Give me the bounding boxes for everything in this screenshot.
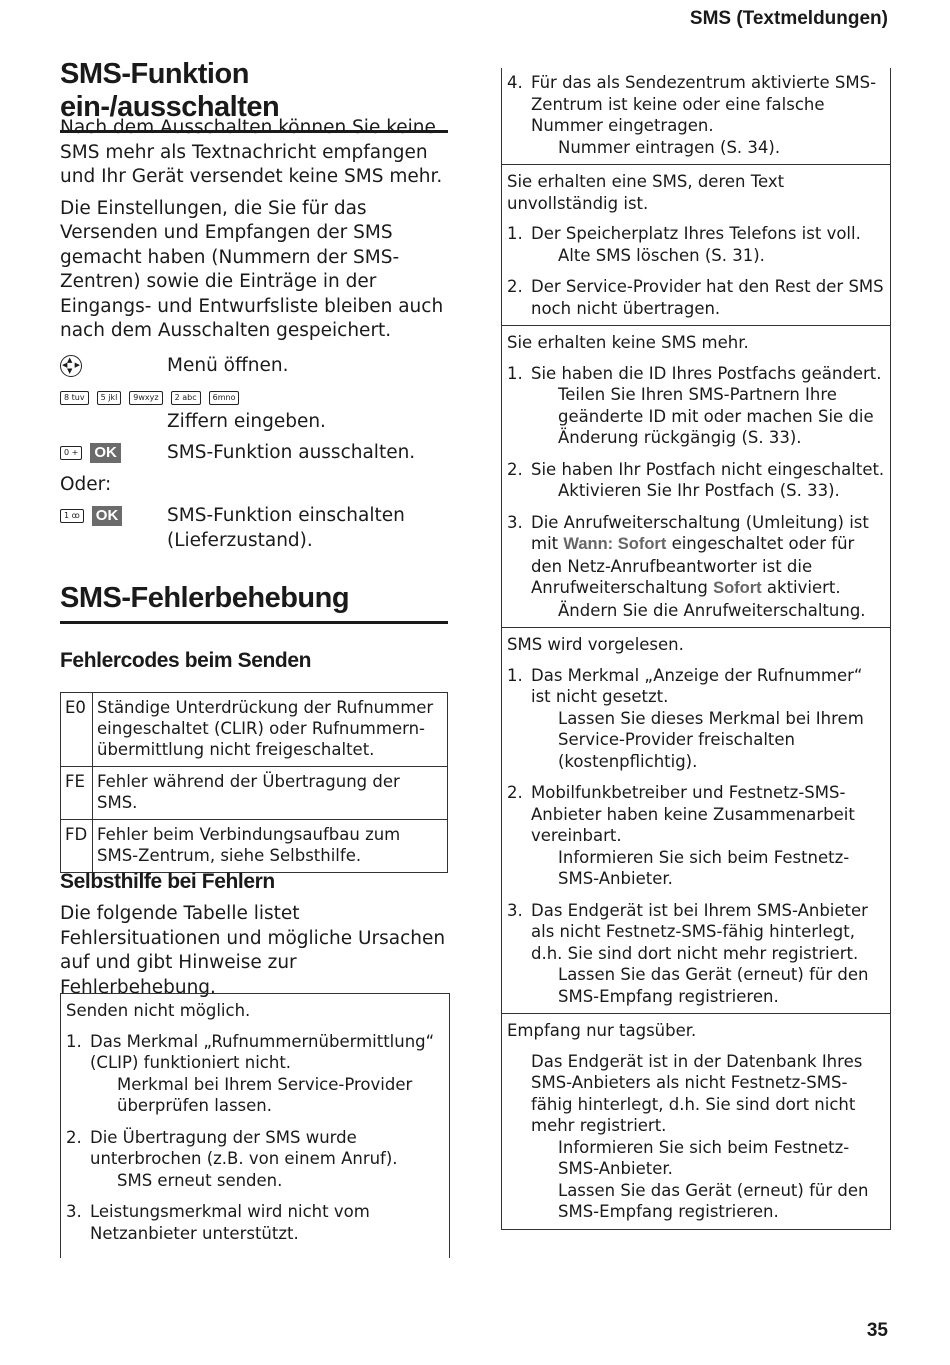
problem-title: Senden nicht möglich. xyxy=(66,1001,251,1020)
cause-text: Das Endgerät ist bei Ihrem SMS-Anbieter als nicht Festnetz-SMS-fähig hinterlegt, d.h. Sie sind dort nicht mehr registriert. xyxy=(531,900,868,963)
self-help-intro: Die folgende Tabelle listet Fehlersituationen und mögliche Ursachen auf und gibt Hinweise zur Fehlerbehebung. xyxy=(60,903,446,998)
remedy-text: Merkmal bei Ihrem Service-Provider überprüfen lassen. xyxy=(117,1074,413,1115)
cause-text xyxy=(531,512,885,600)
remedy-text: Lassen Sie dieses Merkmal bei Ihrem Service-Provider freischalten (kostenpflichtig). xyxy=(558,708,864,771)
cause-body xyxy=(531,459,885,502)
running-header: SMS (Textmeldungen) xyxy=(689,8,888,29)
error-description: Fehler während der Übertragung der SMS. xyxy=(93,767,448,820)
cause-item xyxy=(507,276,885,319)
cause-item xyxy=(66,1201,444,1244)
step-switch-off xyxy=(60,441,452,466)
cause-text: Der Speicherplatz Ihres Telefons ist voll. xyxy=(531,224,861,243)
troubleshooting-section xyxy=(61,994,449,1250)
error-codes-table xyxy=(60,692,448,873)
step-switch-on xyxy=(60,504,452,553)
key-6-icon: 6mno xyxy=(209,391,240,405)
troubleshooting-section xyxy=(502,627,890,1013)
troubleshooting-section xyxy=(502,68,890,164)
key-0-icon: 0 + xyxy=(60,446,82,460)
cause-body xyxy=(90,1127,444,1192)
step-keys xyxy=(60,504,167,553)
remedy-text: Teilen Sie Ihren SMS-Partnern Ihre geänderte ID mit oder machen Sie die Änderung rückgängig (S. 33). xyxy=(558,385,874,447)
table-row xyxy=(61,767,448,820)
remedy-text: Lassen Sie das Gerät (erneut) für den SMS-Empfang registrieren. xyxy=(558,1180,869,1221)
troubleshooting-section xyxy=(502,1013,890,1229)
item-number: 2. xyxy=(507,459,523,479)
cause-body xyxy=(531,900,885,1008)
instruction-steps xyxy=(60,354,452,560)
item-number: 3. xyxy=(66,1202,82,1221)
troubleshooting-box-sending xyxy=(60,993,450,1258)
step-text: SMS-Funktion einschalten (Lieferzustand). xyxy=(167,505,405,551)
step-keys xyxy=(60,354,167,379)
item-number: 1. xyxy=(507,363,523,383)
item-number: 1. xyxy=(66,1031,82,1051)
intro-text xyxy=(60,116,452,351)
problem-title: Sie erhalten keine SMS mehr. xyxy=(507,333,749,352)
cause-item xyxy=(507,363,885,449)
cause-text: Leistungsmerkmal wird nicht vom Netzanbieter unterstützt. xyxy=(90,1202,370,1243)
key-1-icon: 1 ꝏ xyxy=(60,509,84,523)
step-enter-digits xyxy=(60,386,452,435)
ok-key-icon: OK xyxy=(92,506,123,526)
cause-body xyxy=(531,782,885,890)
remedy-text: SMS erneut senden. xyxy=(117,1170,283,1190)
error-description: Ständige Unterdrückung der Rufnummer eingeschaltet (CLIR) oder Rufnummern-übermittlung nicht freigeschaltet. xyxy=(93,693,448,767)
cause-item xyxy=(507,665,885,773)
cause-text: Für das als Sendezentrum aktivierte SMS-Zentrum ist keine oder eine falsche Nummer eingetragen. xyxy=(531,73,877,135)
cause-text: Das Merkmal „Rufnummernübermittlung“ (CLIP) funktioniert nicht. xyxy=(90,1031,435,1072)
cause-text: Der Service-Provider hat den Rest der SMS noch nicht übertragen. xyxy=(531,277,884,318)
cause-body xyxy=(531,363,885,449)
cause-item xyxy=(507,900,885,1008)
cause-body xyxy=(531,512,885,622)
display-keyword: Wann: Sofort xyxy=(563,535,667,553)
cause-body xyxy=(531,665,885,773)
problem-title: Sie erhalten eine SMS, deren Text unvollständig ist. xyxy=(507,172,785,213)
remedy-text: Informieren Sie sich beim Festnetz-SMS-Anbieter. xyxy=(558,847,850,888)
item-number: 3. xyxy=(507,900,523,920)
step-text: SMS-Funktion ausschalten. xyxy=(167,442,416,463)
key-8-icon: 8 tuv xyxy=(60,391,89,405)
display-keyword: Sofort xyxy=(713,579,762,597)
cause-item xyxy=(66,1031,444,1117)
step-text: Ziffern eingeben. xyxy=(167,410,326,432)
troubleshooting-box-receiving xyxy=(501,68,891,1230)
cause-item xyxy=(507,459,885,502)
item-number: 4. xyxy=(507,73,523,92)
step-keys xyxy=(60,441,167,466)
remedy-text: Aktivieren Sie Ihr Postfach (S. 33). xyxy=(558,481,840,500)
error-code: FE xyxy=(61,767,93,820)
cause-text: Sie haben Ihr Postfach nicht eingeschaltet. xyxy=(531,459,885,479)
item-number: 2. xyxy=(507,277,523,296)
cause-text: Die Übertragung der SMS wurde unterbrochen (z.B. von einem Anruf). xyxy=(90,1127,398,1168)
remedy-text: Alte SMS löschen (S. 31). xyxy=(558,245,765,265)
cause-text: Das Merkmal „Anzeige der Rufnummer“ ist nicht gesetzt. xyxy=(531,665,863,706)
problem-title: SMS wird vorgelesen. xyxy=(507,635,684,654)
problem-title: Empfang nur tagsüber. xyxy=(507,1021,697,1040)
cause-item xyxy=(507,782,885,890)
remedy-text: Lassen Sie das Gerät (erneut) für den SMS-Empfang registrieren. xyxy=(558,965,869,1006)
cause-item xyxy=(66,1127,444,1192)
step-open-menu xyxy=(60,354,452,379)
item-number: 3. xyxy=(507,512,523,532)
cause-text: Das Endgerät ist in der Datenbank Ihres SMS-Anbieters als nicht Festnetz-SMS-fähig hinterlegt, d.h. Sie sind dort nicht mehr registriert. xyxy=(531,1051,863,1135)
table-row xyxy=(61,820,448,873)
page-number: 35 xyxy=(866,1320,888,1341)
section-heading-sms-function: SMS-Funktion ein-/ausschalten xyxy=(60,58,448,133)
or-label: Oder: xyxy=(60,473,112,495)
key-2-icon: 2 abc xyxy=(171,391,201,405)
item-number: 2. xyxy=(507,783,523,802)
key-5-icon: 5 jkl xyxy=(97,391,122,405)
paragraph: Die Einstellungen, die Sie für das Versenden und Empfangen der SMS gemacht haben (Nummern der SMS-Zentren) sowie die Einträge in der Eingangs- und Entwurfsliste bleiben auch nach dem Ausschalten gespeichert. xyxy=(60,197,444,341)
remedy-text: Nummer eintragen (S. 34). xyxy=(558,137,781,157)
section-heading-troubleshooting: SMS-Fehlerbehebung xyxy=(60,582,448,624)
digit-keys xyxy=(60,386,452,410)
cause-item xyxy=(507,72,885,158)
cause-body xyxy=(90,1031,444,1117)
cause-body xyxy=(531,223,885,266)
table-row xyxy=(61,693,448,767)
item-number: 1. xyxy=(507,665,523,685)
item-number: 1. xyxy=(507,224,523,243)
nav-key-icon: ▲ ▼ ◀ ▶ xyxy=(62,356,80,375)
cause-text: Mobilfunkbetreiber und Festnetz-SMS-Anbieter haben keine Zusammenarbeit vereinbart. xyxy=(531,783,855,845)
ok-key-icon: OK xyxy=(90,443,121,463)
troubleshooting-section xyxy=(502,164,890,325)
error-code: FD xyxy=(61,820,93,873)
cause-item xyxy=(507,512,885,622)
text-segment: eingeschaltet oder für den Netz-Anrufbeantworter ist die Anrufweiterschaltung xyxy=(531,534,855,597)
subheading-self-help: Selbsthilfe bei Fehlern xyxy=(60,870,275,893)
cause-text: Sie haben die ID Ihres Postfachs geändert. xyxy=(531,363,882,383)
error-code: E0 xyxy=(61,693,93,767)
item-number: 2. xyxy=(66,1127,82,1147)
subheading-error-codes: Fehlercodes beim Senden xyxy=(60,649,312,672)
step-text: Menü öffnen. xyxy=(167,355,289,376)
error-description: Fehler beim Verbindungsaufbau zum SMS-Zentrum, siehe Selbsthilfe. xyxy=(93,820,448,873)
key-9-icon: 9wxyz xyxy=(129,391,162,405)
remedy-text: Ändern Sie die Anrufweiterschaltung. xyxy=(558,600,866,620)
remedy-text: Informieren Sie sich beim Festnetz-SMS-Anbieter. xyxy=(558,1137,850,1178)
text-segment: aktiviert. xyxy=(761,578,841,597)
paragraph: Nach dem Ausschalten können Sie keine SMS mehr als Textnachricht empfangen und Ihr Gerät versendet keine SMS mehr. xyxy=(60,117,443,187)
troubleshooting-section xyxy=(502,325,890,627)
cause-body xyxy=(531,72,885,158)
text-segment: Die Anrufweiterschaltung (Umleitung) ist mit xyxy=(531,512,869,553)
cause-item xyxy=(507,223,885,266)
